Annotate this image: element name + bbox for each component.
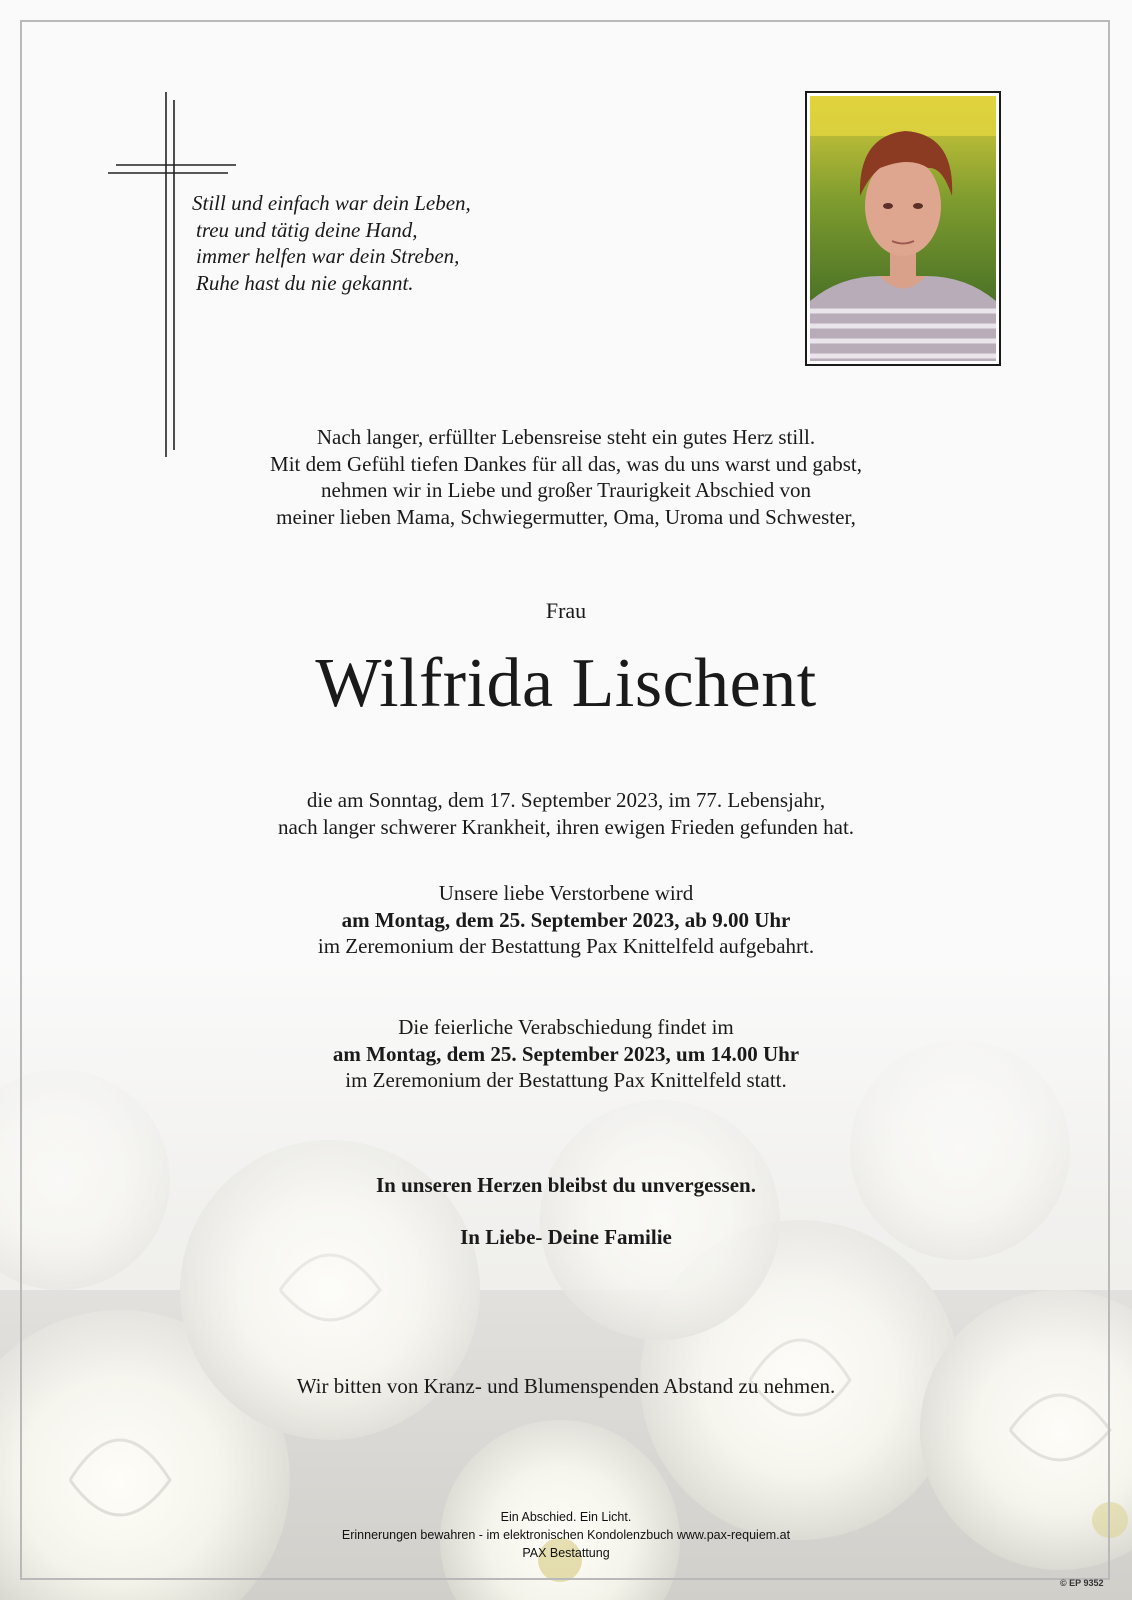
death-line: nach langer schwerer Krankheit, ihren ewigen Frieden gefunden hat. (277, 814, 855, 839)
deceased-name: Wilfrida Lischent (315, 645, 817, 722)
poem-line: Still und einfach war dein Leben, (192, 191, 471, 215)
poem-line: immer helfen war dein Streben, (196, 244, 460, 268)
print-code: © EP 9352 (1060, 1578, 1104, 1588)
death-notice (0, 787, 1132, 840)
footer-company: PAX Bestattung (522, 1546, 610, 1560)
footer (0, 1508, 1132, 1562)
lying-in-state-line: Unsere liebe Verstorbene wird (438, 881, 694, 905)
portrait-image (810, 96, 996, 361)
intro-line: Nach langer, erfüllter Lebensreise steht ein gutes Herz still. (316, 425, 816, 449)
intro-line: Mit dem Gefühl tiefen Dankes für all das, was du uns warst und gabst, (270, 451, 862, 476)
memorial-poem (192, 190, 471, 296)
farewell-date: am Montag, dem 25. September 2023, um 14.00 Uhr (332, 1041, 800, 1066)
intro-text (0, 424, 1132, 530)
donation-request: Wir bitten von Kranz- und Blumenspenden Abstand zu nehmen. (296, 1374, 836, 1398)
farewell-line: Die feierliche Verabschiedung findet im (398, 1015, 734, 1039)
closing-line: In unseren Herzen bleibst du unvergessen. (376, 1173, 756, 1197)
farewell-notice (0, 1014, 1132, 1094)
lying-in-state-date: am Montag, dem 25. September 2023, ab 9.00 Uhr (341, 907, 791, 932)
lying-in-state-notice (0, 880, 1132, 960)
footer-condolence-link: Erinnerungen bewahren - im elektronischen Kondolenzbuch www.pax-requiem.at (341, 1528, 791, 1542)
lying-in-state-place: im Zeremonium der Bestattung Pax Knittelfeld aufgebahrt. (317, 934, 815, 958)
poem-line: Ruhe hast du nie gekannt. (196, 270, 414, 295)
death-line: die am Sonntag, dem 17. September 2023, im 77. Lebensjahr, (306, 788, 826, 812)
family-signature: In Liebe- Deine Familie (460, 1225, 672, 1249)
farewell-place: im Zeremonium der Bestattung Pax Knittelfeld statt. (345, 1068, 787, 1092)
intro-line: meiner lieben Mama, Schwiegermutter, Oma, Uroma und Schwester, (276, 504, 856, 529)
footer-slogan: Ein Abschied. Ein Licht. (500, 1510, 632, 1524)
poem-line: treu und tätig deine Hand, (196, 217, 418, 242)
intro-line: nehmen wir in Liebe und großer Traurigkeit Abschied von (321, 478, 811, 502)
portrait-photo (805, 91, 1001, 366)
salutation: Frau (545, 598, 587, 623)
